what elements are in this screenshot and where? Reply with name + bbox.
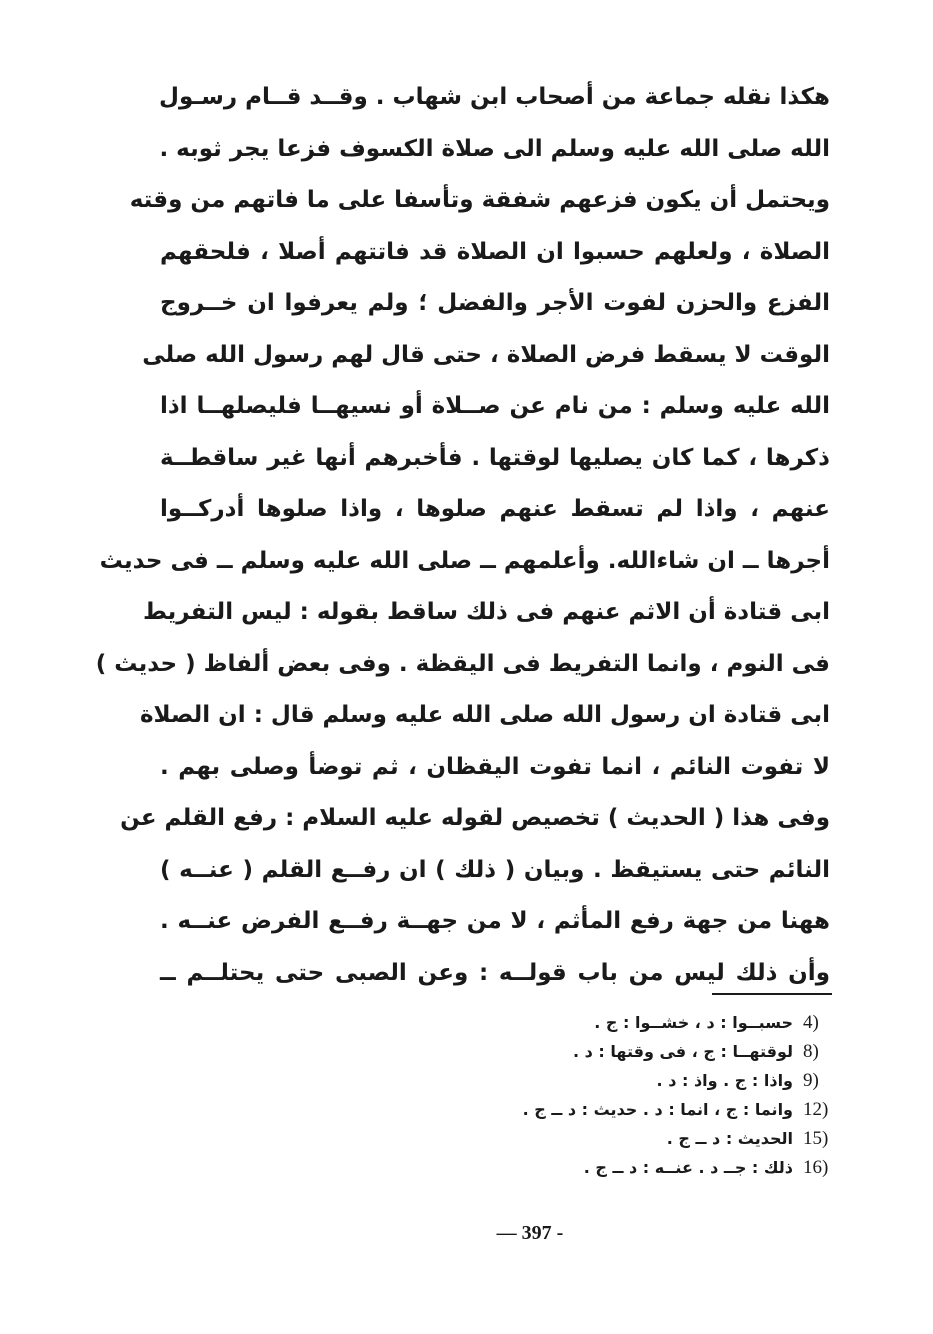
text-line-10: أجرها ــ ان شاءالله. وأعلمهم ــ صلى الله عليه وسلم ــ فى حديث [99, 547, 830, 574]
text-line-4: الصلاة ، ولعلهم حسبوا ان الصلاة قد فاتتهم أصلا ، فلحقهم [160, 238, 830, 265]
main-text-block [95, 72, 830, 999]
footnote-number: 9) [803, 1070, 819, 1091]
text-line-12: فى النوم ، وانما التفريط فى اليقظة . وفى بعض ألفاظ ( حديث ) [95, 650, 830, 677]
footnotes-block [523, 1008, 833, 1182]
footnote-text: الحديث : د ــ ج . [666, 1129, 793, 1148]
text-line-14: لا تفوت النائم ، انما تفوت اليقظان ، ثم توضأ وصلى بهم . [160, 753, 830, 780]
footnote-text: وانما : ج ، انما : د . حديث : د ــ ج . [522, 1100, 793, 1119]
footnote-item [523, 1066, 833, 1095]
page-number: — 397 - [496, 1222, 564, 1244]
footnote-item [523, 1037, 833, 1066]
footnote-number: 8) [803, 1041, 819, 1062]
text-line-8: ذكرها ، كما كان يصليها لوقتها . فأخبرهم أنها غير ساقطــة [160, 444, 830, 471]
footnote-number: 15) [803, 1128, 829, 1149]
text-line-13: ابى قتادة ان رسول الله صلى الله عليه وسلم قال : ان الصلاة [139, 702, 830, 728]
text-line-1: هكذا نقله جماعة من أصحاب ابن شهاب . وقــد قــام رسـول [159, 84, 830, 110]
text-line-2: الله صلى الله عليه وسلم الى صلاة الكسوف فزعا يجر ثوبه . [159, 135, 830, 162]
footnote-item [523, 1095, 833, 1124]
footnote-number: 4) [803, 1012, 819, 1033]
text-line-15: وفى هذا ( الحديث ) تخصيص لقوله عليه السلام : رفع القلم عن [120, 805, 830, 831]
footnote-text: ذلك : جــ د . عنــه : د ــ ج . [583, 1158, 793, 1177]
text-line-3: ويحتمل أن يكون فزعهم شفقة وتأسفا على ما فاتهم من وقته [129, 187, 830, 213]
footnote-separator-rule [712, 993, 832, 995]
text-line-7: الله عليه وسلم : من نام عن صــلاة أو نسيهــا فليصلهــا اذا [160, 393, 830, 419]
footnote-text: واذا : ج . واذ : د . [656, 1071, 793, 1090]
footnote-number: 16) [803, 1157, 829, 1178]
footnote-item [523, 1153, 833, 1182]
text-line-11: ابى قتادة أن الاثم عنهم فى ذلك ساقط بقوله : ليس التفريط [143, 599, 830, 625]
text-line-6: الوقت لا يسقط فرض الصلاة ، حتى قال لهم رسول الله صلى [142, 341, 830, 368]
footnote-item [523, 1124, 833, 1153]
text-line-9: عنهم ، واذا لم تسقط عنهم صلوها ، واذا صلوها أدركــوا [160, 496, 830, 522]
footnote-number: 12) [803, 1099, 829, 1120]
text-line-17: ههنا من جهة رفع المأثم ، لا من جهــة رفــع الفرض عنــه . [160, 908, 830, 934]
footnote-text: لوقتهــا : ج ، فى وقتها : د . [573, 1042, 793, 1061]
text-line-18: وأن ذلك ليس من باب قولــه : وعن الصبى حتى يحتلــم ــ [160, 959, 830, 986]
footnote-text: حسبــوا : د ، خشــوا : ج . [594, 1013, 793, 1032]
footnote-item [523, 1008, 833, 1037]
text-line-16: النائم حتى يستيقظ . وبيان ( ذلك ) ان رفــع القلم ( عنــه ) [160, 856, 830, 883]
text-line-5: الفزع والحزن لفوت الأجر والفضل ؛ ولم يعرفوا ان خــروج [160, 290, 830, 316]
